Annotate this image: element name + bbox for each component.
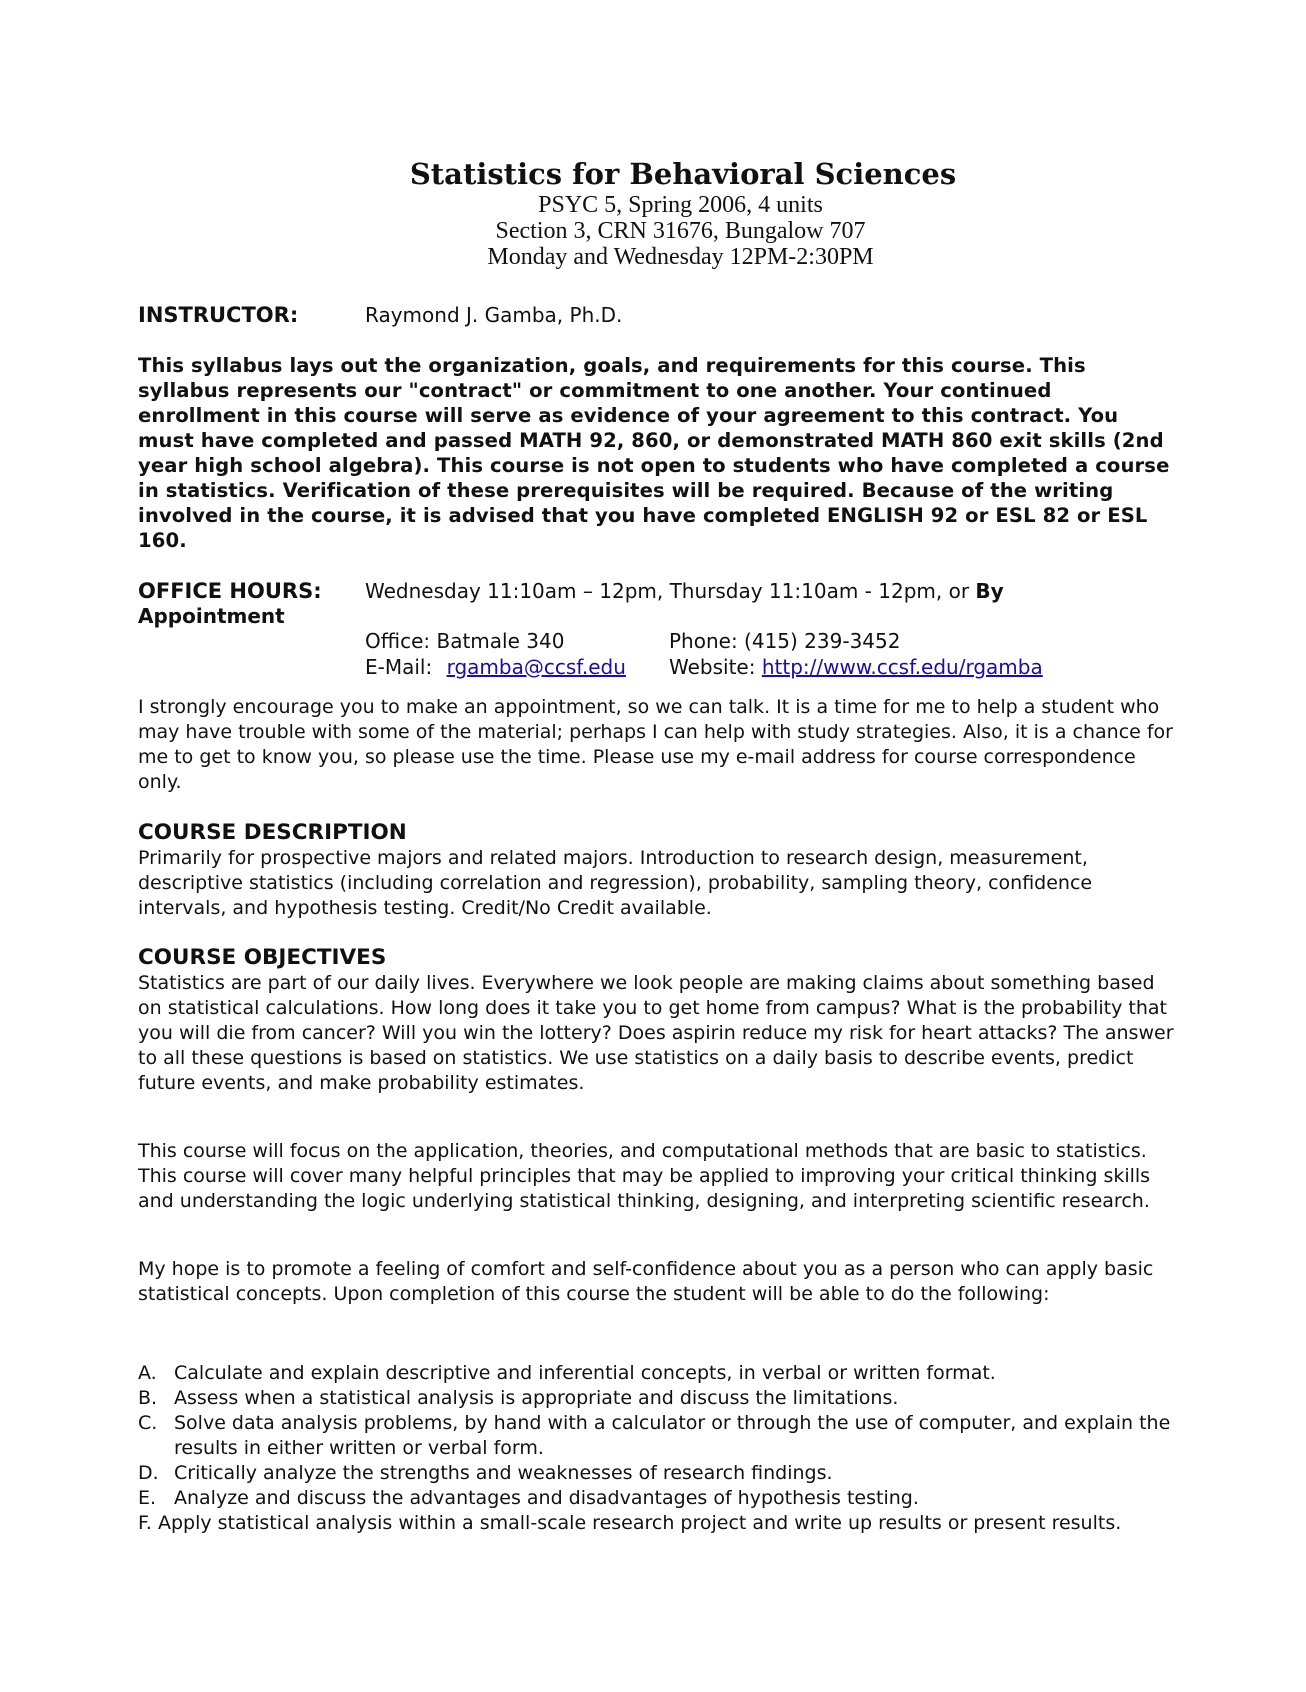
list-item: [138, 1486, 1178, 1511]
course-meta-line-2: Section 3, CRN 31676, Bungalow 707: [495, 218, 866, 244]
course-meta-line-3: Monday and Wednesday 12PM-2:30PM: [487, 244, 874, 270]
objectives-paragraph-1: Statistics are part of our daily lives. Everywhere we look people are making claims about something based on statistical calculations. How long does it take you to get home from campus? What is the probability that you will die from cancer? Will you win the lottery? Does aspirin reduce my risk for heart attacks? The answer to all these questions is based on statistics. We use statistics on a daily basis to describe events, predict future events, and make probability estimates.: [138, 972, 1174, 1094]
list-item-text: Calculate and explain descriptive and inferential concepts, in verbal or written format.: [174, 1362, 996, 1384]
instructor-row: [138, 303, 298, 328]
office-hours-times: Wednesday 11:10am – 12pm, Thursday 11:10am - 12pm, or: [365, 579, 976, 603]
website-label: Website:: [669, 655, 756, 679]
instructor-label: INSTRUCTOR:: [138, 303, 299, 327]
list-item-marker: E.: [138, 1487, 157, 1509]
list-item: [138, 1386, 1178, 1411]
list-item-text: Critically analyze the strengths and weaknesses of research findings.: [174, 1462, 833, 1484]
list-item-marker: A.: [138, 1362, 157, 1384]
office-hours-appointment-row: [138, 604, 285, 629]
website-row: [669, 655, 1043, 680]
list-item-text: Assess when a statistical analysis is appropriate and discuss the limitations.: [174, 1387, 899, 1409]
intro-paragraph: This syllabus lays out the organization, goals, and requirements for this course. This syllabus represents our "contract" or commitment to one another. Your continued enrollment in this course will serve as evidence of your agreement to this contract. You must have completed and passed MATH 92, 860, or demonstrated MATH 860 exit skills (2nd year high school algebra). This course is not open to students who have completed a course in statistics. Verification of these prerequisites will be required. Because of the writing involved in the course, it is advised that you have completed ENGLISH 92 or ESL 82 or ESL 160.: [138, 354, 1170, 552]
list-item: [138, 1361, 1178, 1386]
instructor-name: Raymond J. Gamba, Ph.D.: [365, 303, 623, 327]
office-hours-note: I strongly encourage you to make an appointment, so we can talk. It is a time for me to help a student who may have trouble with some of the material; perhaps I can help with study strategies. Also, it is a chance for me to get to know you, so please use the time. Please use my e-mail address for course correspondence only.: [138, 696, 1173, 793]
list-item-text: Solve data analysis problems, by hand with a calculator or through the use of computer, and explain the results in either written or verbal form.: [174, 1412, 1171, 1459]
office-hours-times-row: [365, 579, 1004, 604]
objectives-paragraph-3: My hope is to promote a feeling of comfort and self-confidence about you as a person who can apply basic statistical concepts. Upon completion of this course the student will be able to do the following:: [138, 1258, 1154, 1305]
list-item: [138, 1461, 1178, 1486]
course-objectives-heading: COURSE OBJECTIVES: [138, 945, 387, 970]
office-phone: Phone: (415) 239-3452: [669, 629, 901, 653]
list-item-marker: B.: [138, 1387, 158, 1409]
list-item-text: Analyze and discuss the advantages and disadvantages of hypothesis testing.: [174, 1487, 919, 1509]
list-item: [138, 1411, 1178, 1461]
course-meta-line-1: PSYC 5, Spring 2006, 4 units: [538, 192, 823, 218]
objectives-list: [138, 1361, 1178, 1536]
office-location: Office: Batmale 340: [365, 629, 565, 653]
office-hours-by: By: [975, 579, 1004, 603]
email-label: E-Mail:: [365, 655, 433, 679]
office-hours-label-row: [138, 579, 322, 604]
email-row: [365, 655, 626, 680]
office-hours-appointment: Appointment: [138, 604, 285, 628]
objectives-paragraph-2: This course will focus on the application, theories, and computational methods that are basic to statistics. This course will cover many helpful principles that may be applied to improving your critical thinking skills and understanding the logic underlying statistical thinking, designing, and interpreting scientific research.: [138, 1140, 1151, 1212]
list-item-text: Apply statistical analysis within a small-scale research project and write up results or present results.: [157, 1512, 1122, 1534]
website-link[interactable]: http://www.ccsf.edu/rgamba: [761, 655, 1043, 679]
list-item-marker: F.: [138, 1512, 152, 1534]
list-item: [138, 1511, 1178, 1536]
office-hours-label: OFFICE HOURS:: [138, 579, 322, 603]
email-link[interactable]: rgamba@ccsf.edu: [446, 655, 626, 679]
course-description-heading: COURSE DESCRIPTION: [138, 820, 407, 845]
document-header: [0, 156, 1306, 270]
course-description-text: Primarily for prospective majors and related majors. Introduction to research design, measurement, descriptive statistics (including correlation and regression), probability, sampling theory, confidence intervals, and hypothesis testing. Credit/No Credit available.: [138, 847, 1093, 919]
list-item-marker: D.: [138, 1462, 159, 1484]
list-item-marker: C.: [138, 1412, 158, 1434]
course-title: Statistics for Behavioral Sciences: [409, 157, 957, 191]
